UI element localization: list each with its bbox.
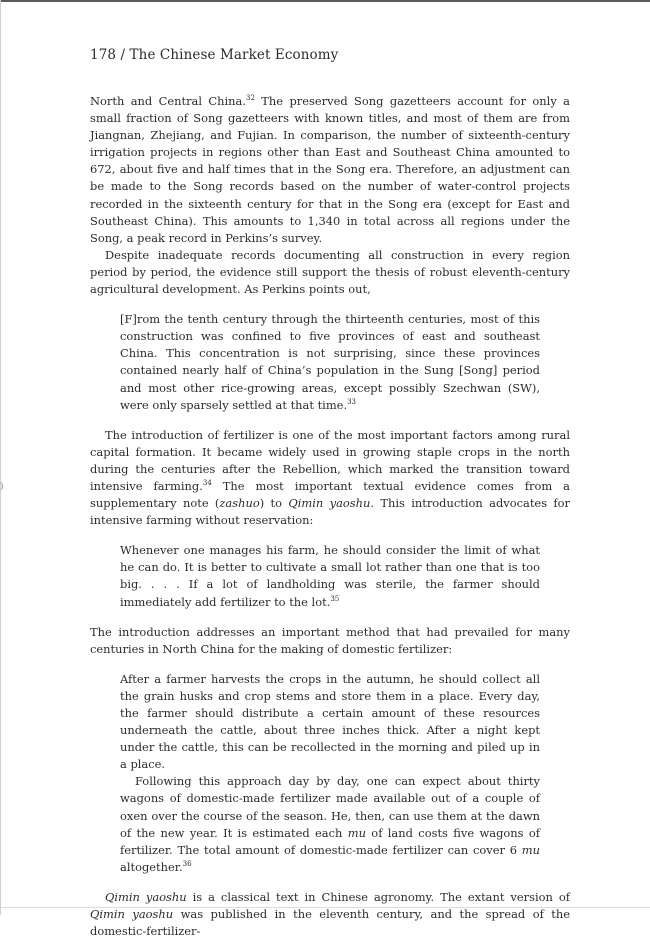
- margin-mark: ): [0, 482, 4, 492]
- header-separator: /: [120, 47, 126, 63]
- paragraph-4: The introduction addresses an important method that had prevailed for many centuries in North China for the making of domestic fertilizer:: [90, 624, 570, 656]
- paragraph-3: [90, 427, 570, 530]
- paragraph-1-text-a: North and Central China.: [90, 94, 246, 108]
- footnote-ref-34[interactable]: 34: [202, 478, 212, 487]
- title-qimin-yaoshu-2: Qimin yaoshu: [105, 889, 187, 904]
- paragraph-5: [90, 889, 570, 940]
- title-qimin-yaoshu: Qimin yaoshu: [288, 496, 371, 511]
- paragraph-3-text-a: The introduction of fertilizer is one of the most important factors among rural capital formation. It became widely used in growing staple crops in the north during the centuries after the Rebellion, which marked the transition toward intensive farming.: [90, 427, 570, 493]
- paragraph-5-text-b: was published in the eleventh century, and the spread of the domestic-fertilizer-: [90, 907, 570, 939]
- block-quote-3-para-2: [120, 773, 540, 876]
- paragraph-3-text-d: . This introduction advocates for intensive farming without reservation:: [90, 496, 570, 528]
- block-quote-3: [90, 671, 570, 876]
- footnote-ref-33[interactable]: 33: [347, 397, 357, 406]
- footnote-ref-32[interactable]: 32: [246, 94, 255, 102]
- paragraph-1-text-b: The preserved Song gazetteers account for only a small fraction of Song gazetteers with known titles, and most of them are from Jiangnan, Zhejiang, and Fujian. In comparison, the number of sixteenth-century irrigation projects in regions other than East and Southeast China amounted to 672, about five and half times that in the Song era. Therefore, an adjustment can be made to the Song records based on the number of water-control projects recorded in the sixteenth century for that in the Song era (except for East and Southeast China). This amounts to 1,340 in total across all regions under the Song, a peak record in Perkins’s survey.: [90, 94, 570, 245]
- block-quote-3-para-2-a: Following this approach day by day, one can expect about thirty wagons of domestic-made fertilizer made available out of a couple of oxen over the course of the season. He, then, can use them at the dawn of the new year. It is estimated each: [120, 774, 540, 840]
- page-left-edge: [0, 0, 1, 915]
- paragraph-3-text-b: The most important textual evidence comes from a supplementary note (: [90, 478, 571, 511]
- block-quote-3-para-2-c: altogether.: [120, 859, 183, 874]
- running-header: [90, 47, 338, 63]
- running-title: The Chinese Market Economy: [129, 47, 339, 63]
- block-quote-3-para-2-b: of land costs five wagons of fertilizer. The total amount of domestic-made fertilizer can cover 6: [120, 825, 541, 857]
- unit-mu-2: mu: [521, 842, 540, 857]
- footnote-ref-36[interactable]: 36: [182, 859, 192, 868]
- block-quote-1-text: [F]rom the tenth century through the thirteenth centuries, most of this construction was confined to five provinces of east and southeast China. This concentration is not surprising, since these provinces contained nearly half of China’s population in the Sung [Song] period and most other rice-growing areas, except possibly Szechwan (SW), were only sparsely settled at that time.: [120, 312, 540, 412]
- block-quote-1: [90, 311, 570, 414]
- paragraph-2: Despite inadequate records documenting all construction in every region period by period, the evidence still support the thesis of robust eleventh-century agricultural development. As Perkins points out,: [90, 247, 570, 297]
- unit-mu-1: mu: [347, 825, 366, 840]
- page-top-edge: [0, 0, 650, 2]
- paragraph-5-text-a: is a classical text in Chinese agronomy. The extant version of: [186, 889, 570, 904]
- block-quote-2-text: Whenever one manages his farm, he should consider the limit of what he can do. It is better to cultivate a small lot rather than one that is too big. . . . If a lot of landholding was sterile, the farmer should immediately add fertilizer to the lot.: [120, 543, 540, 609]
- page-number: 178: [90, 47, 117, 63]
- footnote-ref-35[interactable]: 35: [330, 594, 340, 603]
- title-qimin-yaoshu-3: Qimin yaoshu: [90, 907, 174, 922]
- term-zashuo: zashuo: [219, 496, 260, 511]
- paragraph-3-text-c: ) to: [259, 496, 289, 511]
- page-body: [90, 93, 570, 940]
- block-quote-2: [90, 542, 570, 610]
- block-quote-3-para-1: After a farmer harvests the crops in the autumn, he should collect all the grain husks and crop stems and store them in a place. Every day, the farmer should distribute a certain amount of these resources underneath the cattle, about three inches thick. After a night kept under the cattle, this can be recollected in the morning and piled up in a place.: [120, 671, 540, 772]
- paragraph-1: [90, 93, 570, 247]
